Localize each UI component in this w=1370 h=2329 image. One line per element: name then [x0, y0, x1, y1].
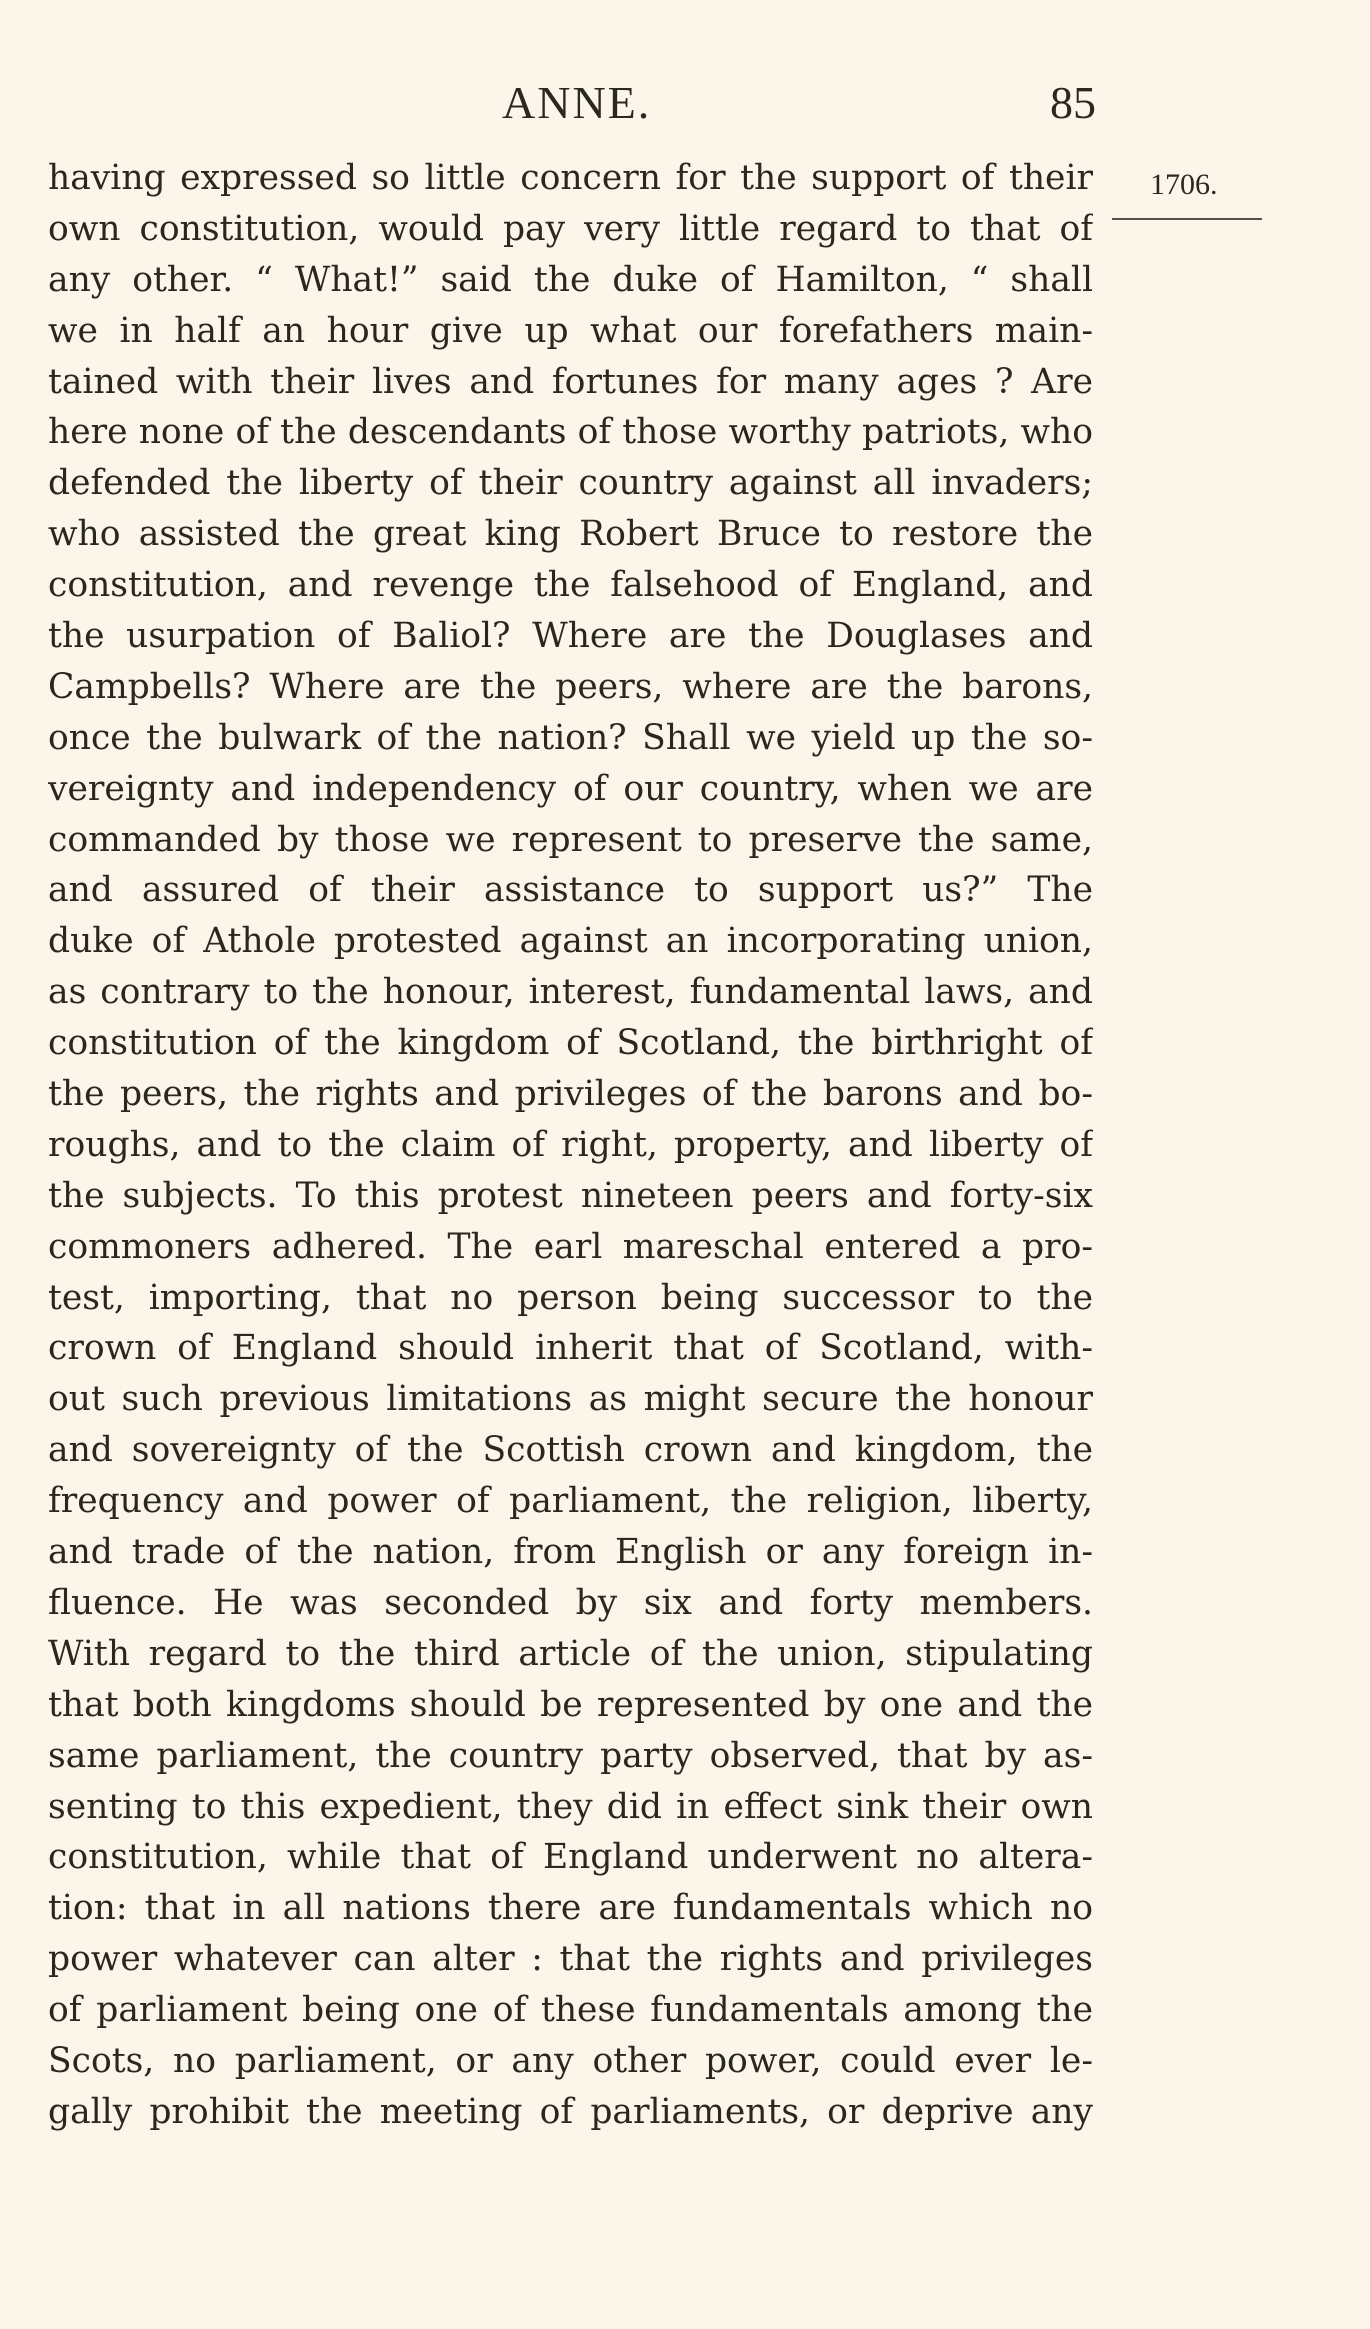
body-text [48, 153, 1093, 2138]
text-line: power whatever can alter : that the rights and privileges [48, 1939, 1093, 1980]
text-line: Campbells? Where are the peers, where are the barons, [48, 666, 1093, 707]
running-head [0, 76, 1370, 136]
text-line: constitution, and revenge the falsehood of England, and [48, 565, 1093, 606]
text-line: Scots, no parliament, or any other power, could ever le- [48, 2040, 1093, 2081]
text-line: out such previous limitations as might secure the honour [48, 1379, 1093, 1420]
text-line: constitution of the kingdom of Scotland, the birthright of [48, 1023, 1093, 1064]
text-line: test, importing, that no person being successor to the [48, 1277, 1093, 1318]
text-line: and sovereignty of the Scottish crown and kingdom, the [48, 1430, 1093, 1471]
text-line: and trade of the nation, from English or any foreign in- [48, 1532, 1093, 1573]
page-number: 85 [1050, 77, 1096, 128]
text-line: defended the liberty of their country against all invaders; [48, 463, 1093, 504]
margin-year-note: 1706. [1150, 168, 1218, 201]
text-line: here none of the descendants of those worthy patriots, who [48, 412, 1093, 453]
text-line: same parliament, the country party observed, that by as- [48, 1735, 1093, 1776]
text-line: own constitution, would pay very little regard to that of [48, 208, 1093, 249]
text-line: the peers, the rights and privileges of the barons and bo- [48, 1074, 1093, 1115]
text-line: as contrary to the honour, interest, fundamental laws, and [48, 972, 1093, 1013]
text-line: crown of England should inherit that of Scotland, with- [48, 1328, 1093, 1369]
margin-rule [1112, 218, 1262, 220]
text-line: frequency and power of parliament, the religion, liberty, [48, 1481, 1093, 1522]
text-line: any other. “ What!” said the duke of Hamilton, “ shall [48, 259, 1093, 300]
text-line: tained with their lives and fortunes for many ages ? Are [48, 361, 1093, 402]
text-line: vereignty and independency of our country, when we are [48, 768, 1093, 809]
text-line: that both kingdoms should be represented by one and the [48, 1684, 1093, 1725]
text-line: having expressed so little concern for the support of their [48, 158, 1093, 198]
text-line: tion: that in all nations there are fundamentals which no [48, 1888, 1093, 1929]
text-line: gally prohibit the meeting of parliaments, or deprive any [48, 2091, 1093, 2132]
text-line: roughs, and to the claim of right, property, and liberty of [48, 1124, 1093, 1165]
text-line: fluence. He was seconded by six and forty members. [48, 1582, 1093, 1623]
text-line: the subjects. To this protest nineteen peers and forty-six [48, 1175, 1093, 1216]
text-line: once the bulwark of the nation? Shall we yield up the so- [48, 717, 1093, 758]
text-line: senting to this expedient, they did in effect sink their own [48, 1786, 1093, 1827]
text-line: constitution, while that of England underwent no altera- [48, 1837, 1093, 1878]
text-line: and assured of their assistance to support us?” The [48, 870, 1093, 911]
text-line: the usurpation of Baliol? Where are the Douglases and [48, 616, 1093, 657]
running-title: ANNE. [502, 77, 652, 128]
text-line: duke of Athole protested against an incorporating union, [48, 921, 1093, 962]
text-line: who assisted the great king Robert Bruce to restore the [48, 514, 1093, 555]
text-line: With regard to the third article of the union, stipulating [48, 1633, 1093, 1674]
text-line: commanded by those we represent to preserve the same, [48, 819, 1093, 860]
text-line: of parliament being one of these fundamentals among the [48, 1990, 1093, 2031]
text-line: commoners adhered. The earl mareschal entered a pro- [48, 1226, 1093, 1267]
text-line: we in half an hour give up what our forefathers main- [48, 310, 1093, 351]
